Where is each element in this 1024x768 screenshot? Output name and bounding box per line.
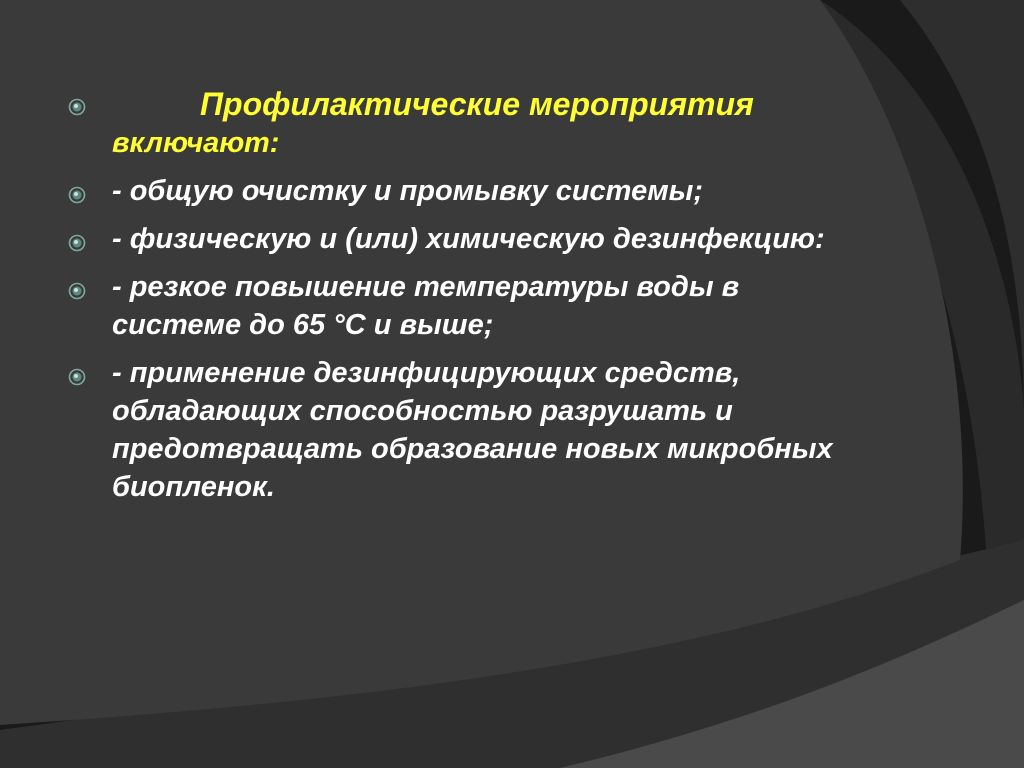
ring-bullet-icon <box>68 186 86 204</box>
list-item-text: - общую очистку и промывку системы; <box>112 175 704 207</box>
heading-item <box>68 84 868 162</box>
ring-bullet-icon <box>68 234 86 252</box>
list-item-text: - резкое повышение температуры воды в системе до 65 °С и выше; <box>112 271 740 341</box>
heading-line2: включают: <box>112 127 280 159</box>
list-item <box>68 354 868 506</box>
list-item <box>68 220 868 258</box>
ring-bullet-icon <box>68 368 86 386</box>
list-item <box>68 268 868 344</box>
list-item <box>68 172 868 210</box>
list-item-text: - применение дезинфицирующих средств, обладающих способностью разрушать и предотвращать образование новых микробных биопленок. <box>112 357 833 503</box>
ring-bullet-icon <box>68 98 86 116</box>
ring-bullet-icon <box>68 282 86 300</box>
heading-line1: Профилактические мероприятия <box>200 86 754 122</box>
bullet-list <box>68 84 868 516</box>
list-item-text: - физическую и (или) химическую дезинфекцию: <box>112 223 825 255</box>
